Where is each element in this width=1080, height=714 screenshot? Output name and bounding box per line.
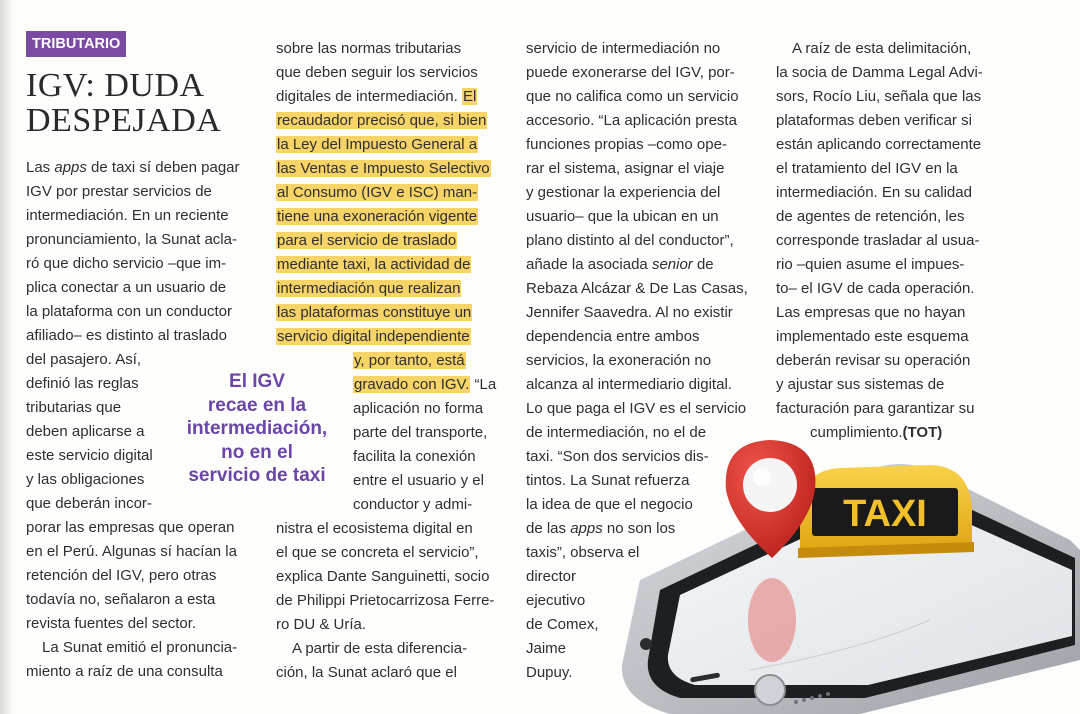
highlighted-text: El	[462, 88, 477, 105]
section-tag: TRIBUTARIO	[26, 31, 126, 57]
text-line: ejecutivo	[526, 592, 586, 609]
text-line: nistra el ecosistema digital en	[276, 520, 473, 537]
text-line	[276, 231, 457, 251]
text-line: tintos. La Sunat refuerza	[526, 472, 690, 489]
text-line: A partir de esta diferencia-	[292, 640, 468, 657]
text-line: afiliado– es distinto al traslado	[26, 327, 227, 344]
text-line: usuario– que la ubican en un	[526, 208, 719, 225]
highlighted-text: mediante taxi, la actividad de	[277, 256, 471, 273]
text-line: plica conectar a un usuario de	[26, 279, 227, 296]
text-line: plataformas deben verificar si	[776, 112, 972, 129]
highlighted-text: al Consumo (IGV e ISC) man-	[277, 184, 478, 201]
text-line: to– el IGV de cada operación.	[776, 280, 975, 297]
text-line: tributarias que	[26, 399, 122, 416]
text-line: facilita la conexión	[353, 448, 476, 465]
text-line: y las obligaciones	[26, 471, 145, 488]
text-line: deben aplicarse a	[26, 423, 145, 440]
text-line: retención del IGV, pero otras	[26, 567, 217, 584]
highlighted-text: servicio digital independiente	[277, 328, 470, 345]
text-line: explica Dante Sanguinetti, socio	[276, 568, 490, 585]
text-line: pronunciamiento, la Sunat acla-	[26, 231, 237, 248]
taxi-sign	[798, 465, 974, 558]
text-line: director	[526, 568, 577, 585]
pull-quote-line: recae en la	[207, 394, 307, 416]
text-line: de las apps no son los	[526, 520, 676, 537]
highlighted-text: las plataformas constituye un	[277, 304, 472, 321]
pull-quote	[177, 370, 337, 488]
text-line: este servicio digital	[26, 447, 153, 464]
text-line: ró que dicho servicio –que im-	[26, 255, 227, 272]
highlighted-text: intermediación que realizan	[277, 280, 461, 297]
text-line: la plataforma con un conductor	[26, 303, 232, 320]
text-line: alcanza al intermediario digital.	[526, 376, 732, 393]
pull-quote-line: servicio de taxi	[188, 465, 326, 486]
apps-text: Las apps de taxi sí deben pagar	[26, 159, 240, 176]
text-line: la socia de Damma Legal Advi-	[776, 64, 983, 81]
text-line: facturación para garantizar su	[776, 400, 975, 417]
text-line: de intermediación, no el de	[526, 424, 707, 441]
text-line: Jaime	[526, 640, 567, 657]
text-line: taxis”, observa el	[526, 544, 640, 561]
text-line: conductor y admi-	[353, 496, 473, 513]
text-line: de agentes de retención, les	[776, 208, 965, 225]
text-line: accesorio. “La aplicación presta	[526, 112, 737, 129]
pull-quote-line: El IGV	[229, 371, 285, 392]
text-line: revista fuentes del sector.	[26, 615, 197, 632]
text-line: funciones propias –como ope-	[526, 136, 727, 153]
text-line	[276, 303, 472, 323]
text-line: rio –quien asume el impues-	[776, 256, 965, 273]
text-line	[276, 111, 487, 131]
text-line	[353, 375, 496, 395]
text-line: sors, Rocío Liu, señala que las	[776, 88, 982, 105]
text-line: intermediación. En un reciente	[26, 207, 229, 224]
text-line: servicio de intermediación no	[526, 40, 721, 57]
text-line: sobre las normas tributarias	[276, 40, 462, 57]
text-line: Dupuy.	[526, 664, 573, 681]
italic-term: senior	[651, 256, 693, 273]
highlighted-text: recaudador precisó que, si bien	[277, 112, 487, 129]
pull-quote-line: intermediación,	[186, 418, 328, 439]
text-line: el que se concreta el servicio”,	[276, 544, 479, 561]
text-line	[276, 327, 471, 347]
text-line: implementado este esquema	[776, 328, 969, 345]
text-line: Lo que paga el IGV es el servicio	[526, 400, 747, 417]
plain-text: “La	[470, 376, 497, 393]
text-line: Jennifer Saavedra. Al no existir	[526, 304, 733, 321]
italic-term: apps	[570, 520, 603, 537]
headline	[26, 68, 256, 138]
text-line: y gestionar la experiencia del	[526, 184, 721, 201]
text-line	[276, 255, 471, 275]
text-line: añade la asociada senior de	[526, 256, 714, 273]
text-line: rar el sistema, asignar el viaje	[526, 160, 725, 177]
taxi-sign-label: TAXI	[843, 493, 927, 535]
text-line: entre el usuario y el	[353, 472, 484, 489]
text-line: A raíz de esta delimitación,	[792, 40, 972, 57]
text-line: Rebaza Alcázar & De Las Casas,	[526, 280, 748, 297]
text-line: corresponde trasladar al usua-	[776, 232, 980, 249]
text-line: todavía no, señalaron a esta	[26, 591, 216, 608]
text-line: de Comex,	[526, 616, 599, 633]
text-line: servicios, la exoneración no	[526, 352, 712, 369]
page-gutter-shadow	[0, 0, 14, 714]
author-signature: (TOT)	[902, 424, 943, 441]
pull-quote-line: no en el	[221, 441, 293, 463]
highlighted-text: la Ley del Impuesto General a	[277, 136, 478, 153]
text-line: que deben seguir los servicios	[276, 64, 478, 81]
text-line: de Philippi Prietocarrizosa Ferre-	[276, 592, 495, 609]
text-line: deberán revisar su operación	[776, 352, 971, 369]
taxi-app-illustration	[600, 430, 1080, 714]
text-line: que no califica como un servicio	[526, 88, 739, 105]
text-line	[276, 207, 478, 227]
text-line: La Sunat emitió el pronuncia-	[42, 639, 238, 656]
text-line	[353, 351, 466, 371]
highlighted-text: y, por tanto, está	[354, 352, 465, 369]
highlighted-text: gravado con IGV.	[354, 376, 470, 393]
text-line	[276, 159, 491, 179]
text-line: taxi. “Son dos servicios dis-	[526, 448, 709, 465]
text-line	[26, 158, 240, 178]
text-line: porar las empresas que operan	[26, 519, 235, 536]
text-line: el tratamiento del IGV en la	[776, 160, 958, 177]
headline-line: DESPEJADA	[26, 102, 222, 139]
text-line: parte del transporte,	[353, 424, 488, 441]
text-line: ro DU & Uría.	[276, 616, 367, 633]
text-line: IGV por prestar servicios de	[26, 183, 212, 200]
text-line: miento a raíz de una consulta	[26, 663, 223, 680]
text-line: y ajustar sus sistemas de	[776, 376, 945, 393]
text-line: dependencia entre ambos	[526, 328, 700, 345]
text-line: en el Perú. Algunas sí hacían la	[26, 543, 237, 560]
plain-text: digitales de intermediación.	[276, 88, 462, 105]
highlighted-text: para el servicio de traslado	[277, 232, 457, 249]
text-line: están aplicando correctamente	[776, 136, 982, 153]
text-line: ción, la Sunat aclaró que el	[276, 664, 457, 681]
text-line	[276, 135, 478, 155]
text-line	[276, 183, 478, 203]
text-line: puede exonerarse del IGV, por-	[526, 64, 735, 81]
highlighted-text: las Ventas e Impuesto Selectivo	[277, 160, 490, 177]
text-line: plano distinto al del conductor”,	[526, 232, 734, 249]
italic-term: apps	[54, 159, 87, 176]
text-line	[276, 279, 461, 299]
text-line: del pasajero. Así,	[26, 351, 142, 368]
closing-text: cumplimiento.	[810, 424, 903, 441]
headline-line: IGV: DUDA	[26, 67, 205, 104]
text-line: intermediación. En su calidad	[776, 184, 972, 201]
text-line	[276, 87, 477, 107]
text-line: Las empresas que no hayan	[776, 304, 966, 321]
text-line: que deberán incor-	[26, 495, 152, 512]
highlighted-text: tiene una exoneración vigente	[277, 208, 478, 225]
text-line: definió las reglas	[26, 375, 139, 392]
text-line: la idea de que el negocio	[526, 496, 693, 513]
text-line: aplicación no forma	[353, 400, 484, 417]
